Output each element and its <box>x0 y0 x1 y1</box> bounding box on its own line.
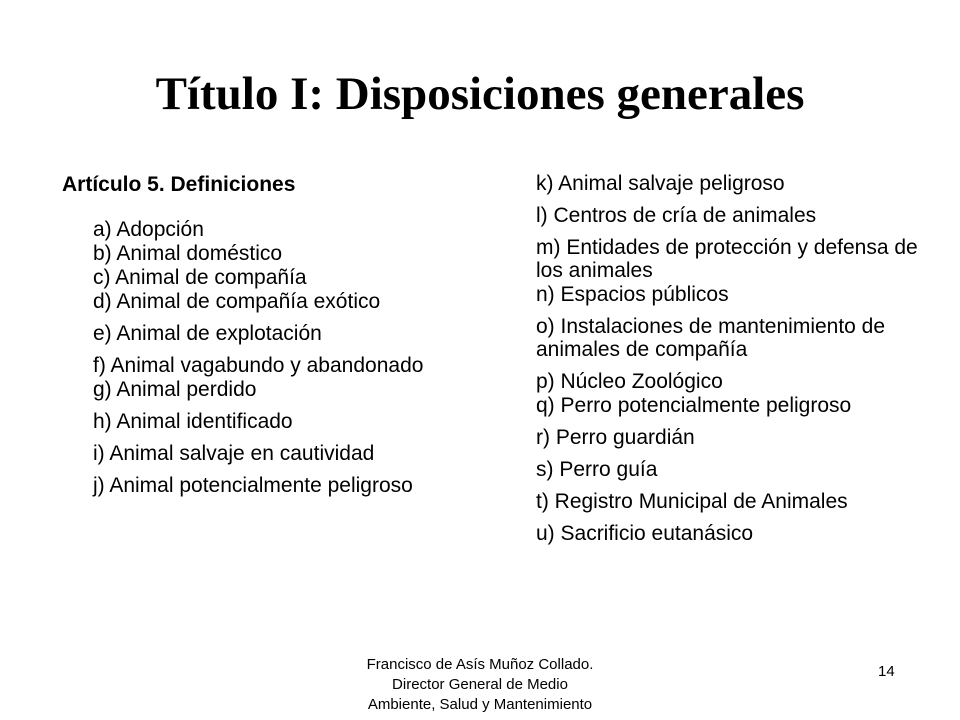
definition-item: e) Animal de explotación <box>93 322 322 345</box>
definition-item: r) Perro guardián <box>536 426 695 449</box>
definition-item: s) Perro guía <box>536 458 658 481</box>
definition-item: p) Núcleo Zoológico <box>536 370 723 393</box>
definition-item: i) Animal salvaje en cautividad <box>93 442 375 465</box>
definition-item: m) Entidades de protección y defensa de los animales <box>536 236 918 282</box>
definition-item: q) Perro potencialmente peligroso <box>536 394 852 417</box>
page-number: 14 <box>878 663 895 680</box>
left-column <box>62 170 502 506</box>
right-column <box>536 172 936 554</box>
definition-item: l) Centros de cría de animales <box>536 204 817 227</box>
definition-item: k) Animal salvaje peligroso <box>536 172 785 195</box>
definition-item: j) Animal potencialmente peligroso <box>93 474 413 497</box>
definitions-list-left <box>62 218 502 497</box>
definition-item: d) Animal de compañía exótico <box>93 290 381 313</box>
slide-title: Título I: Disposiciones generales <box>155 68 805 120</box>
definitions-list-right <box>536 172 936 545</box>
definition-item: c) Animal de compañía <box>93 266 307 289</box>
footer-author: Francisco de Asís Muñoz Collado. Director General de Medio Ambiente, Salud y Mantenimiento <box>366 656 594 713</box>
article-heading: Artículo 5. Definiciones <box>62 173 296 196</box>
definition-item: f) Animal vagabundo y abandonado <box>93 354 424 377</box>
definition-item: h) Animal identificado <box>93 410 293 433</box>
definition-item: b) Animal doméstico <box>93 242 283 265</box>
definition-item: t) Registro Municipal de Animales <box>536 490 848 513</box>
definition-item: g) Animal perdido <box>93 378 257 401</box>
definition-item: n) Espacios públicos <box>536 283 729 306</box>
definition-item: o) Instalaciones de mantenimiento de animales de compañía <box>536 315 886 361</box>
definition-item: a) Adopción <box>93 218 204 241</box>
definition-item: u) Sacrificio eutanásico <box>536 522 754 545</box>
